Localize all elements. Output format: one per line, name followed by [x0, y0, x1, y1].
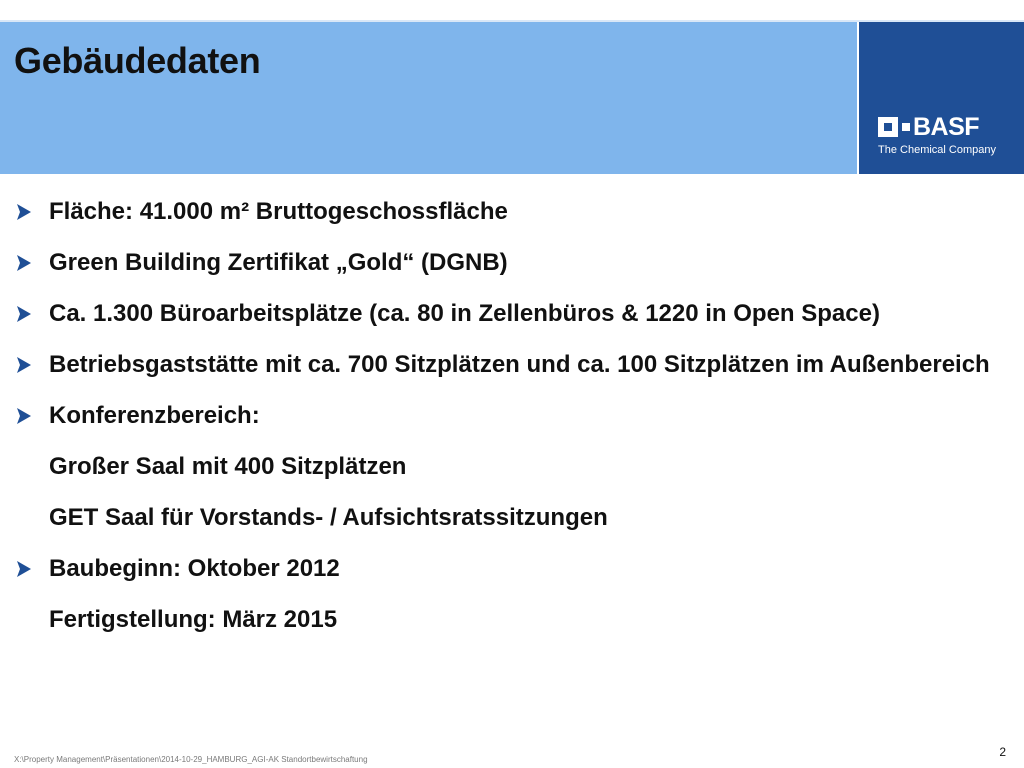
arrow-bullet-icon	[14, 246, 40, 280]
bullet-text: GET Saal für Vorstands- / Aufsichtsratssitzungen	[49, 504, 608, 531]
basf-wordmark: BASF	[913, 113, 980, 141]
basf-logo-square-icon	[878, 117, 898, 137]
bullet-text: Fläche: 41.000 m² Bruttogeschossfläche	[49, 198, 508, 225]
slide-title: Gebäudedaten	[14, 40, 261, 81]
bullet-item	[14, 246, 994, 280]
bullet-item	[14, 297, 994, 331]
bullet-text: Betriebsgaststätte mit ca. 700 Sitzplätzen und ca. 100 Sitzplätzen im Außenbereich	[49, 351, 990, 378]
bullet-text: Konferenzbereich:	[49, 402, 260, 429]
basf-logo	[878, 113, 994, 141]
bullet-text: Großer Saal mit 400 Sitzplätzen	[49, 453, 407, 480]
arrow-bullet-icon	[14, 348, 40, 382]
arrow-bullet-icon	[14, 195, 40, 229]
arrow-bullet-icon	[14, 552, 40, 586]
bullet-item	[14, 501, 994, 535]
basf-logo-panel	[859, 22, 1024, 174]
bullet-text: Green Building Zertifikat „Gold“ (DGNB)	[49, 249, 508, 276]
footer-file-path: X:\Property Management\Präsentationen\2014-10-29_HAMBURG_AGI-AK Standortbewirtschaftung	[14, 755, 368, 764]
page-number: 2	[999, 745, 1006, 759]
bullet-item	[14, 552, 994, 586]
bullet-item	[14, 450, 994, 484]
bullet-text: Fertigstellung: März 2015	[49, 606, 338, 633]
arrow-bullet-icon	[14, 399, 40, 433]
bullet-item	[14, 399, 994, 433]
bullet-item	[14, 348, 994, 382]
arrow-bullet-icon	[14, 297, 40, 331]
bullet-item	[14, 195, 994, 229]
bullet-text: Ca. 1.300 Büroarbeitsplätze (ca. 80 in Zellenbüros & 1220 in Open Space)	[49, 300, 880, 327]
bullet-list	[14, 195, 994, 637]
bullet-item	[14, 603, 994, 637]
basf-logo-dot-icon	[902, 123, 910, 131]
bullet-text: Baubeginn: Oktober 2012	[49, 555, 340, 582]
basf-tagline: The Chemical Company	[878, 144, 996, 156]
